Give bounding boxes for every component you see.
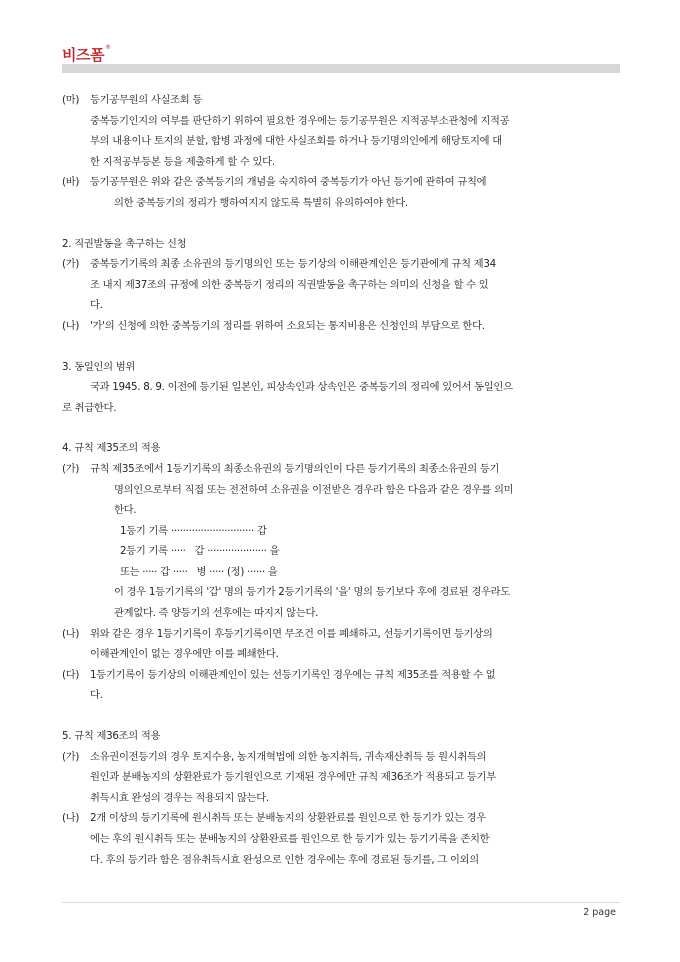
item-marker: (나) xyxy=(62,627,80,640)
footer-divider xyxy=(62,902,620,903)
text-line: 로 취급한다. xyxy=(62,401,117,414)
item-ga xyxy=(62,459,618,480)
section-heading: 5. 규칙 제36조의 적용 xyxy=(62,730,161,743)
text-line: 등기공무원은 위와 같은 중복등기의 개념을 숙지하여 중복등기가 아닌 등기에 관하여 규칙에 xyxy=(90,176,487,189)
text-line: 의한 중복등기의 정리가 행하여지지 않도록 특별히 유의하여야 한다. xyxy=(114,196,408,209)
item-marker: (다) xyxy=(62,668,80,681)
item-marker: (가) xyxy=(62,258,80,271)
item-ga xyxy=(62,747,618,768)
text-line: 2개 이상의 등기기록에 원시취득 또는 분배농지의 상환완료를 원인으로 한 등기가 있는 경우 xyxy=(90,812,486,825)
page-number: 2 page xyxy=(583,907,616,918)
text-line: 규칙 제35조에서 1등기기록의 최종소유권의 등기명의인이 다른 등기기록의 최종소유권의 등기 xyxy=(90,462,500,475)
text-line: 부의 내용이나 토지의 분할, 합병 과정에 대한 사실조회를 하거나 등기명의인에게 해당토지에 대 xyxy=(90,135,502,148)
item-title: 등기공무원의 사실조회 등 xyxy=(90,94,203,106)
item-marker: (바) xyxy=(62,176,80,189)
item-ba xyxy=(62,172,618,193)
example-line: 또는 ····· 갑 ····· 병 ····· (정) ······ 을 xyxy=(120,565,278,578)
item-marker: (마) xyxy=(62,94,80,106)
item-ma xyxy=(62,90,618,111)
text-line: 1등기기록이 등기상의 이해관계인이 있는 선등기기록인 경우에는 규칙 제35조를 적용할 수 없 xyxy=(90,668,496,681)
text-line: 중복등기기록의 최종 소유권의 등기명의인 또는 등기상의 이해관계인은 등기관에게 규칙 제34 xyxy=(90,258,496,271)
text-line: 명의인으로부터 직접 또는 전전하여 소유권을 이전받은 경우라 함은 다음과 같은 경우를 의미 xyxy=(114,483,514,496)
logo-text: 비즈폼 xyxy=(62,46,104,64)
text-line: 조 내지 제37조의 규정에 의한 중복등기 정리의 직권발동을 촉구하는 의미의 신청을 할 수 있 xyxy=(90,278,489,291)
text-line: 다. xyxy=(90,299,103,312)
text-line: 다. xyxy=(90,689,103,702)
item-da xyxy=(62,665,618,686)
text-line: 취득시효 완성의 경우는 적용되지 않는다. xyxy=(90,791,269,804)
item-na xyxy=(62,624,618,645)
item-marker: (나) xyxy=(62,812,80,825)
bizforms-logo xyxy=(62,44,110,65)
text-line: 이 경우 1등기기록의 '갑' 명의 등기가 2등기기록의 '을' 명의 등기보다 후에 경료된 경우라도 xyxy=(114,586,510,599)
item-marker: (가) xyxy=(62,750,80,763)
item-marker: (나) xyxy=(62,319,80,332)
text-line: 이해관계인이 없는 경우에만 이를 폐쇄한다. xyxy=(90,648,279,661)
example-line: 2등기 기록 ····· 갑 ···················· 을 xyxy=(120,545,280,558)
text-line: 소유권이전등기의 경우 토지수용, 농지개혁법에 의한 농지취득, 귀속재산취득 등 원시취득의 xyxy=(90,750,487,763)
text-line: 관계없다. 즉 양등기의 선후에는 따지지 않는다. xyxy=(114,607,319,620)
item-ga xyxy=(62,254,618,275)
section-heading: 4. 규칙 제35조의 적용 xyxy=(62,442,161,455)
text-line: 다. 후의 등기라 함은 점유취득시효 완성으로 인한 경우에는 후에 경료된 등기를, 그 이외의 xyxy=(90,853,479,866)
text-line: 국과 1945. 8. 9. 이전에 등기된 일본인, 피상속인과 상속인은 중복등기의 정리에 있어서 동일인으 xyxy=(90,381,513,394)
text-line: 중복등기인지의 여부를 판단하기 위하여 필요한 경우에는 등기공무원은 지적공부소관청에 지적공 xyxy=(90,114,510,127)
item-na xyxy=(62,316,618,337)
text-line: 한다. xyxy=(114,504,137,517)
text-line: 한 지적공부등본 등을 제출하게 할 수 있다. xyxy=(90,155,275,168)
example-line: 1등기 기록 ···························· 갑 xyxy=(120,524,267,537)
item-na xyxy=(62,808,618,829)
text-line: '가'의 신청에 의한 중복등기의 정리를 위하여 소요되는 통지비용은 신청인의 부담으로 한다. xyxy=(90,319,485,332)
section-heading: 2. 직권발동을 촉구하는 신청 xyxy=(62,237,187,250)
logo-mark: ® xyxy=(104,44,111,51)
section-heading: 3. 동일인의 범위 xyxy=(62,360,136,373)
text-line: 위와 같은 경우 1등기기록이 후등기기록이면 무조건 이를 폐쇄하고, 선등기기록이면 등기상의 xyxy=(90,627,493,640)
text-line: 에는 후의 원시취득 또는 분배농지의 상환완료를 원인으로 한 등기가 있는 등기기록을 존치한 xyxy=(90,833,490,845)
text-line: 원인과 분배농지의 상환완료가 등기원인으로 기재된 경우에만 규칙 제36조가 적용되고 등기부 xyxy=(90,771,496,784)
document-body xyxy=(62,90,618,870)
item-marker: (가) xyxy=(62,462,80,475)
header-bar xyxy=(62,64,620,73)
